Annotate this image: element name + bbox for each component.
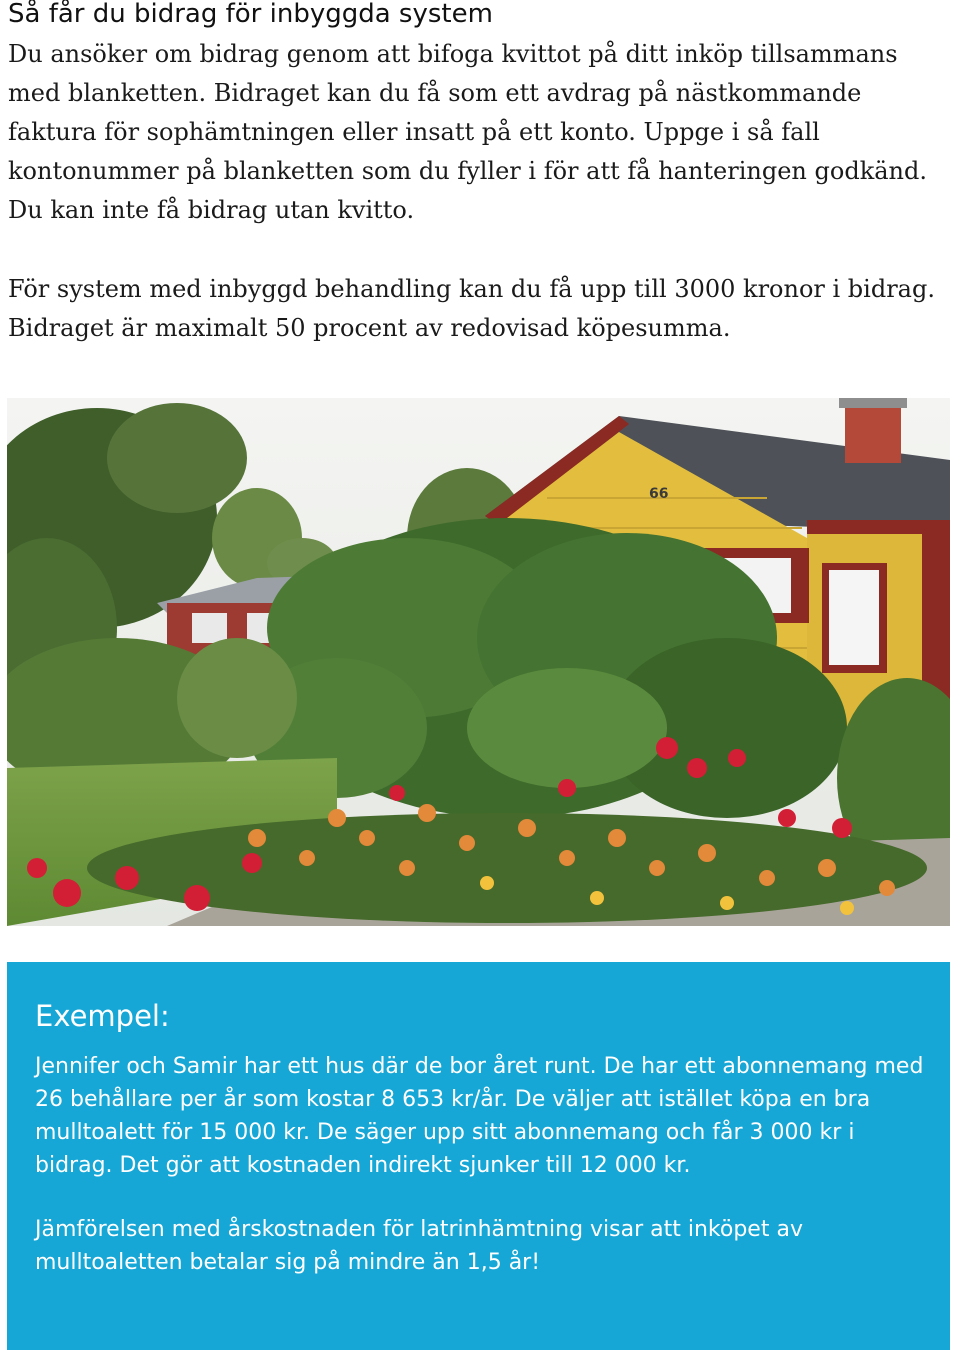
intro-paragraph: Du ansöker om bidrag genom att bifoga kvittot på ditt inköp tillsammans med blanketten. Bidraget kan du få som ett avdrag på nästkommande faktura för sophämtningen eller insatt på ett konto. Uppge i så fall kontonummer på blanketten som du fyller i för att få hanteringen godkänd. Du kan inte få bidrag utan kvitto. xyxy=(8,40,927,224)
example-title: Exempel: xyxy=(35,999,170,1033)
grant-amount-paragraph: För system med inbyggd behandling kan du få upp till 3000 kronor i bidrag. Bidraget är maximalt 50 procent av redovisad köpesumma. xyxy=(8,275,935,342)
left-bush xyxy=(177,638,297,758)
example-paragraph: Jennifer och Samir har ett hus där de bor året runt. De har ett abonnemang med 26 behållare per år som kostar 8 653 kr/år. De väljer att istället köpa en bra mulltoalett för 15 000 kr. De säger upp sitt abonnemang och får 3 000 kr i bidrag. Det gör att kostnaden indirekt sjunker till 12 000 kr. xyxy=(35,1054,924,1178)
house-number: 66 xyxy=(649,486,669,502)
chimney xyxy=(845,403,901,463)
example-conclusion: Jämförelsen med årskostnaden för latrinhämtning visar att inköpet av mulltoaletten betalar sig på mindre än 1,5 år! xyxy=(35,1217,803,1275)
example-box xyxy=(7,962,950,1350)
page-heading: Så får du bidrag för inbyggda system xyxy=(8,0,493,29)
garden-house-photo xyxy=(7,398,950,926)
